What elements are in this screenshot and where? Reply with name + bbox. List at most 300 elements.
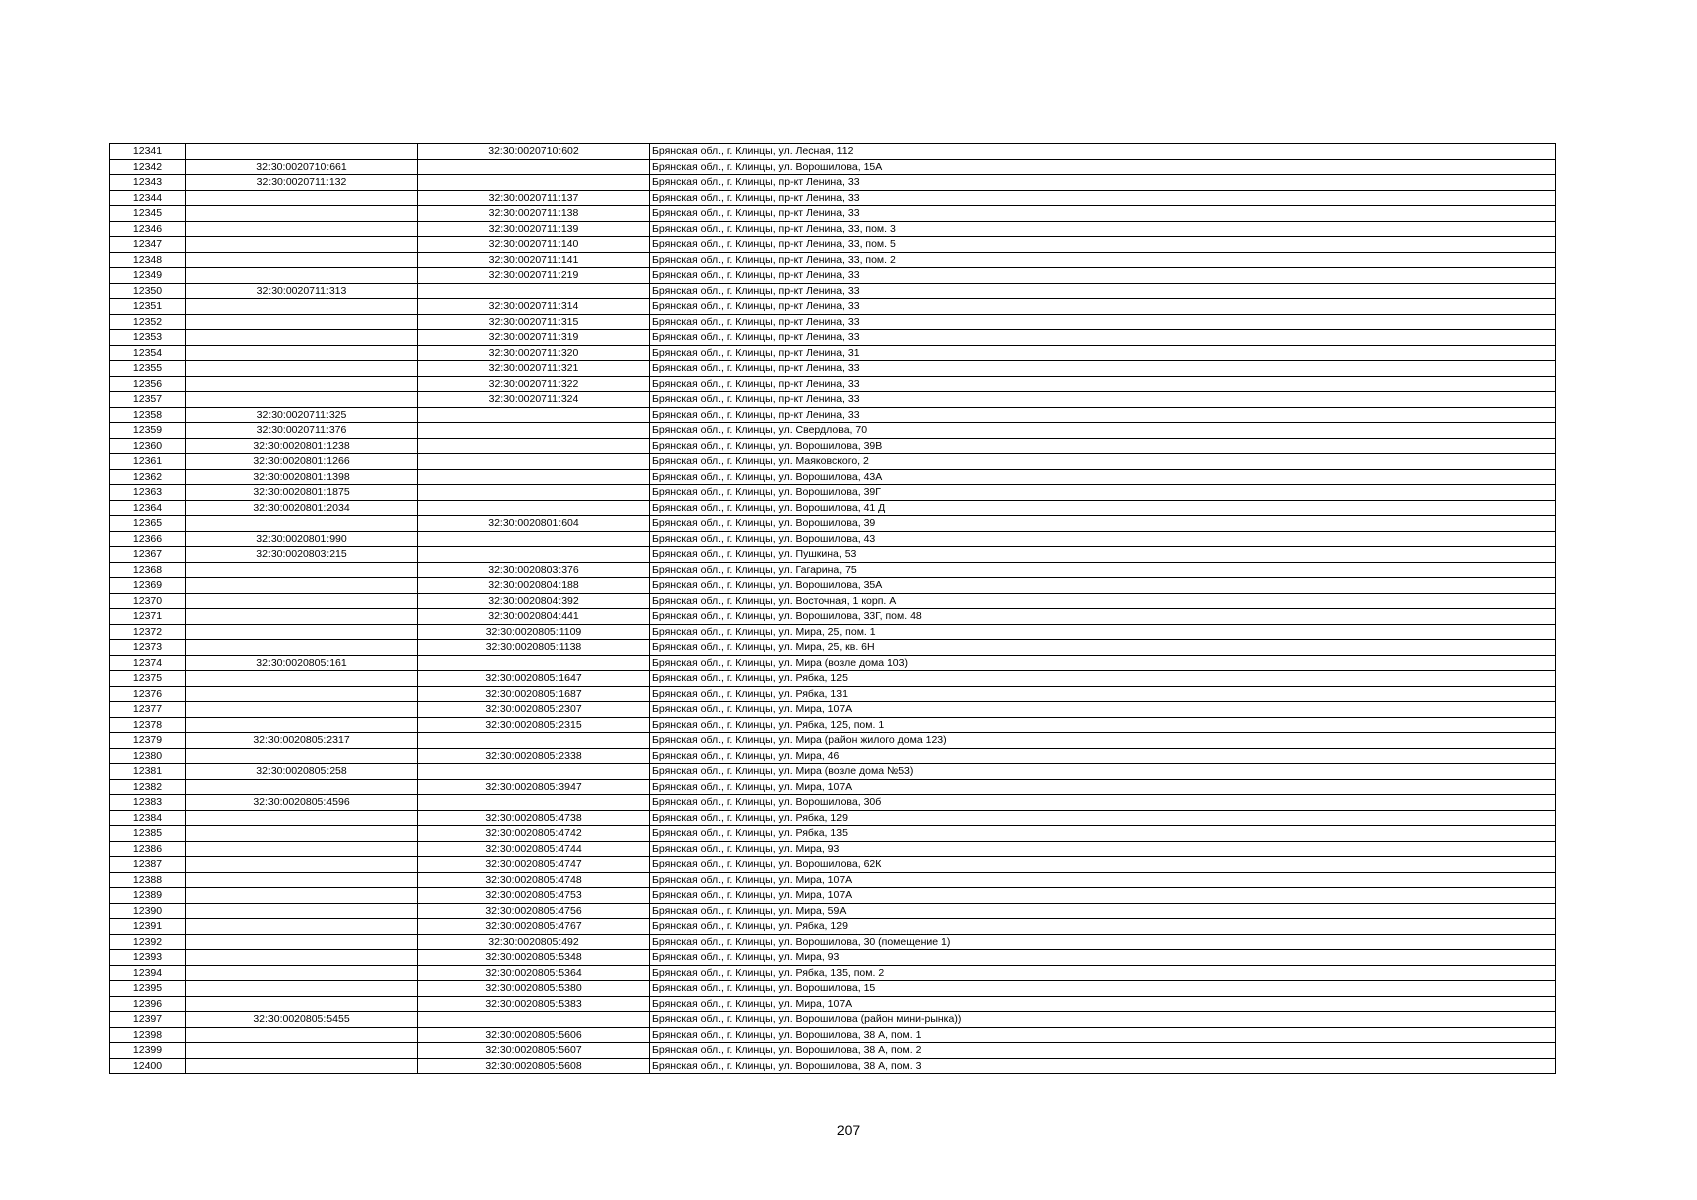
cadastral-number-a-cell: 32:30:0020805:5455 [186,1012,418,1028]
address-cell: Брянская обл., г. Клинцы, ул. Пушкина, 53 [650,547,1556,563]
cadastral-number-b-cell: 32:30:0020711:314 [418,299,650,315]
cadastral-number-b-cell [418,438,650,454]
cadastral-number-b-cell: 32:30:0020805:4753 [418,888,650,904]
table-row [110,159,1556,175]
row-number-cell: 12361 [110,454,186,470]
address-cell: Брянская обл., г. Клинцы, ул. Ворошилова, 33Г, пом. 48 [650,609,1556,625]
row-number-cell: 12379 [110,733,186,749]
cadastral-number-a-cell: 32:30:0020801:1875 [186,485,418,501]
table-row [110,268,1556,284]
row-number-cell: 12383 [110,795,186,811]
address-cell: Брянская обл., г. Клинцы, ул. Ворошилова, 43А [650,469,1556,485]
cadastral-number-a-cell [186,826,418,842]
row-number-cell: 12392 [110,934,186,950]
cadastral-number-a-cell: 32:30:0020805:258 [186,764,418,780]
cadastral-number-a-cell [186,345,418,361]
address-cell: Брянская обл., г. Клинцы, пр-кт Ленина, 33 [650,299,1556,315]
address-cell: Брянская обл., г. Клинцы, ул. Ворошилова, 43 [650,531,1556,547]
address-cell: Брянская обл., г. Клинцы, ул. Мира, 25, пом. 1 [650,624,1556,640]
table-row [110,1043,1556,1059]
cadastral-number-a-cell [186,640,418,656]
row-number-cell: 12374 [110,655,186,671]
cadastral-number-a-cell [186,609,418,625]
row-number-cell: 12354 [110,345,186,361]
address-cell: Брянская обл., г. Клинцы, ул. Ворошилова, 62К [650,857,1556,873]
cadastral-number-a-cell: 32:30:0020711:376 [186,423,418,439]
address-cell: Брянская обл., г. Клинцы, пр-кт Ленина, 31 [650,345,1556,361]
cadastral-number-b-cell: 32:30:0020805:5364 [418,965,650,981]
cadastral-number-b-cell: 32:30:0020805:4742 [418,826,650,842]
cadastral-number-b-cell: 32:30:0020805:5383 [418,996,650,1012]
row-number-cell: 12373 [110,640,186,656]
cadastral-number-b-cell: 32:30:0020804:188 [418,578,650,594]
table-row [110,330,1556,346]
table-row [110,733,1556,749]
table-row [110,500,1556,516]
address-cell: Брянская обл., г. Клинцы, ул. Ворошилова, 30б [650,795,1556,811]
address-cell: Брянская обл., г. Клинцы, ул. Ворошилова, 39 [650,516,1556,532]
cadastral-number-b-cell: 32:30:0020805:4767 [418,919,650,935]
address-cell: Брянская обл., г. Клинцы, ул. Ворошилова, 15А [650,159,1556,175]
table-row [110,888,1556,904]
address-cell: Брянская обл., г. Клинцы, пр-кт Ленина, 33 [650,268,1556,284]
address-cell: Брянская обл., г. Клинцы, ул. Ворошилова, 30 (помещение 1) [650,934,1556,950]
cadastral-number-b-cell: 32:30:0020805:4747 [418,857,650,873]
table-row [110,779,1556,795]
table-row [110,345,1556,361]
table-row [110,981,1556,997]
table-row [110,283,1556,299]
cadastral-number-a-cell [186,748,418,764]
table-row [110,810,1556,826]
table-row [110,950,1556,966]
cadastral-number-a-cell: 32:30:0020801:1266 [186,454,418,470]
row-number-cell: 12365 [110,516,186,532]
cadastral-number-a-cell: 32:30:0020711:325 [186,407,418,423]
row-number-cell: 12375 [110,671,186,687]
address-cell: Брянская обл., г. Клинцы, ул. Восточная, 1 корп. А [650,593,1556,609]
address-cell: Брянская обл., г. Клинцы, ул. Рябка, 125, пом. 1 [650,717,1556,733]
cadastral-number-a-cell: 32:30:0020801:2034 [186,500,418,516]
address-cell: Брянская обл., г. Клинцы, ул. Мира, 107А [650,872,1556,888]
address-cell: Брянская обл., г. Клинцы, ул. Рябка, 135, пом. 2 [650,965,1556,981]
row-number-cell: 12353 [110,330,186,346]
table-row [110,469,1556,485]
table-row [110,144,1556,160]
table-row [110,593,1556,609]
address-cell: Брянская обл., г. Клинцы, ул. Свердлова, 70 [650,423,1556,439]
row-number-cell: 12363 [110,485,186,501]
table-row [110,702,1556,718]
cadastral-number-b-cell [418,407,650,423]
address-cell: Брянская обл., г. Клинцы, ул. Ворошилова, 38 А, пом. 3 [650,1058,1556,1074]
row-number-cell: 12387 [110,857,186,873]
cadastral-number-b-cell: 32:30:0020711:219 [418,268,650,284]
table-row [110,485,1556,501]
address-cell: Брянская обл., г. Клинцы, ул. Ворошилова, 38 А, пом. 2 [650,1043,1556,1059]
row-number-cell: 12391 [110,919,186,935]
address-cell: Брянская обл., г. Клинцы, ул. Рябка, 131 [650,686,1556,702]
table-row [110,655,1556,671]
cadastral-number-b-cell [418,733,650,749]
address-cell: Брянская обл., г. Клинцы, пр-кт Ленина, 33, пом. 3 [650,221,1556,237]
cadastral-number-a-cell: 32:30:0020711:313 [186,283,418,299]
row-number-cell: 12348 [110,252,186,268]
table-row [110,562,1556,578]
cadastral-number-b-cell: 32:30:0020711:320 [418,345,650,361]
address-cell: Брянская обл., г. Клинцы, ул. Ворошилова, 39В [650,438,1556,454]
cadastral-number-b-cell: 32:30:0020711:141 [418,252,650,268]
address-cell: Брянская обл., г. Клинцы, ул. Мира (возле дома №53) [650,764,1556,780]
row-number-cell: 12370 [110,593,186,609]
cadastral-number-b-cell: 32:30:0020805:5606 [418,1027,650,1043]
row-number-cell: 12398 [110,1027,186,1043]
cadastral-number-a-cell: 32:30:0020801:1398 [186,469,418,485]
table-row [110,717,1556,733]
row-number-cell: 12344 [110,190,186,206]
row-number-cell: 12376 [110,686,186,702]
row-number-cell: 12345 [110,206,186,222]
address-cell: Брянская обл., г. Клинцы, пр-кт Ленина, 33 [650,206,1556,222]
cadastral-number-a-cell [186,919,418,935]
address-cell: Брянская обл., г. Клинцы, пр-кт Ленина, 33 [650,392,1556,408]
cadastral-number-b-cell: 32:30:0020801:604 [418,516,650,532]
row-number-cell: 12384 [110,810,186,826]
row-number-cell: 12366 [110,531,186,547]
address-cell: Брянская обл., г. Клинцы, пр-кт Ленина, 33 [650,407,1556,423]
row-number-cell: 12359 [110,423,186,439]
address-cell: Брянская обл., г. Клинцы, ул. Ворошилова, 41 Д [650,500,1556,516]
cadastral-number-b-cell [418,485,650,501]
table-row [110,392,1556,408]
address-cell: Брянская обл., г. Клинцы, ул. Гагарина, 75 [650,562,1556,578]
address-cell: Брянская обл., г. Клинцы, пр-кт Ленина, 33 [650,283,1556,299]
address-cell: Брянская обл., г. Клинцы, ул. Мира, 46 [650,748,1556,764]
cadastral-number-b-cell: 32:30:0020805:5607 [418,1043,650,1059]
address-cell: Брянская обл., г. Клинцы, ул. Мира, 59А [650,903,1556,919]
cadastral-number-a-cell [186,996,418,1012]
row-number-cell: 12380 [110,748,186,764]
address-cell: Брянская обл., г. Клинцы, ул. Мира, 25, кв. 6Н [650,640,1556,656]
cadastral-number-a-cell [186,237,418,253]
table-row [110,407,1556,423]
cadastral-number-a-cell [186,934,418,950]
page-number: 207 [836,1122,861,1138]
table-row [110,826,1556,842]
table-row [110,919,1556,935]
table-row [110,516,1556,532]
address-cell: Брянская обл., г. Клинцы, ул. Маяковского, 2 [650,454,1556,470]
table-row [110,578,1556,594]
cadastral-number-a-cell: 32:30:0020801:990 [186,531,418,547]
table-row [110,640,1556,656]
cadastral-number-a-cell: 32:30:0020805:4596 [186,795,418,811]
row-number-cell: 12364 [110,500,186,516]
table-row [110,965,1556,981]
cadastral-number-a-cell [186,717,418,733]
cadastral-number-a-cell [186,702,418,718]
address-cell: Брянская обл., г. Клинцы, ул. Мира (район жилого дома 123) [650,733,1556,749]
table-row [110,903,1556,919]
cadastral-number-b-cell [418,547,650,563]
cadastral-number-b-cell [418,454,650,470]
address-cell: Брянская обл., г. Клинцы, ул. Ворошилова, 38 А, пом. 1 [650,1027,1556,1043]
cadastral-number-a-cell [186,841,418,857]
table-row [110,175,1556,191]
row-number-cell: 12347 [110,237,186,253]
row-number-cell: 12369 [110,578,186,594]
table-row [110,547,1556,563]
cadastral-number-b-cell: 32:30:0020711:321 [418,361,650,377]
address-cell: Брянская обл., г. Клинцы, ул. Ворошилова, 35А [650,578,1556,594]
row-number-cell: 12372 [110,624,186,640]
address-cell: Брянская обл., г. Клинцы, ул. Мира, 93 [650,950,1556,966]
table-row [110,624,1556,640]
cadastral-number-b-cell: 32:30:0020805:5348 [418,950,650,966]
cadastral-number-a-cell [186,671,418,687]
cadastral-number-b-cell: 32:30:0020805:4756 [418,903,650,919]
cadastral-number-a-cell [186,1058,418,1074]
cadastral-number-a-cell: 32:30:0020801:1238 [186,438,418,454]
cadastral-number-b-cell: 32:30:0020803:376 [418,562,650,578]
cadastral-number-a-cell [186,190,418,206]
cadastral-number-a-cell: 32:30:0020803:215 [186,547,418,563]
cadastral-number-a-cell: 32:30:0020805:2317 [186,733,418,749]
row-number-cell: 12393 [110,950,186,966]
cadastral-number-b-cell [418,159,650,175]
table-row [110,996,1556,1012]
cadastral-number-b-cell [418,764,650,780]
row-number-cell: 12343 [110,175,186,191]
cadastral-number-b-cell: 32:30:0020711:324 [418,392,650,408]
row-number-cell: 12356 [110,376,186,392]
cadastral-number-b-cell: 32:30:0020711:322 [418,376,650,392]
table-row [110,252,1556,268]
row-number-cell: 12397 [110,1012,186,1028]
address-cell: Брянская обл., г. Клинцы, пр-кт Ленина, 33 [650,376,1556,392]
cadastral-number-a-cell [186,810,418,826]
registry-table [109,143,1556,1074]
row-number-cell: 12362 [110,469,186,485]
cadastral-number-b-cell: 32:30:0020805:4748 [418,872,650,888]
cadastral-number-b-cell [418,500,650,516]
cadastral-number-a-cell [186,1043,418,1059]
cadastral-number-a-cell [186,361,418,377]
row-number-cell: 12352 [110,314,186,330]
cadastral-number-a-cell [186,578,418,594]
row-number-cell: 12350 [110,283,186,299]
table-row [110,748,1556,764]
row-number-cell: 12395 [110,981,186,997]
cadastral-number-b-cell: 32:30:0020805:1109 [418,624,650,640]
address-cell: Брянская обл., г. Клинцы, пр-кт Ленина, 33 [650,361,1556,377]
table-row [110,361,1556,377]
cadastral-number-b-cell: 32:30:0020805:3947 [418,779,650,795]
row-number-cell: 12357 [110,392,186,408]
table-row [110,671,1556,687]
table-row [110,221,1556,237]
cadastral-number-a-cell [186,268,418,284]
row-number-cell: 12377 [110,702,186,718]
cadastral-number-b-cell: 32:30:0020711:137 [418,190,650,206]
cadastral-number-b-cell [418,469,650,485]
cadastral-number-b-cell: 32:30:0020711:140 [418,237,650,253]
address-cell: Брянская обл., г. Клинцы, ул. Мира, 93 [650,841,1556,857]
cadastral-number-b-cell [418,175,650,191]
table-row [110,206,1556,222]
table-row [110,1027,1556,1043]
address-cell: Брянская обл., г. Клинцы, ул. Ворошилова (район мини-рынка)) [650,1012,1556,1028]
cadastral-number-b-cell: 32:30:0020805:1647 [418,671,650,687]
cadastral-number-a-cell [186,593,418,609]
table-row [110,795,1556,811]
row-number-cell: 12368 [110,562,186,578]
cadastral-number-a-cell [186,857,418,873]
row-number-cell: 12382 [110,779,186,795]
table-row [110,376,1556,392]
table-row [110,841,1556,857]
cadastral-number-b-cell: 32:30:0020711:319 [418,330,650,346]
address-cell: Брянская обл., г. Клинцы, ул. Лесная, 112 [650,144,1556,160]
cadastral-number-b-cell: 32:30:0020711:315 [418,314,650,330]
row-number-cell: 12371 [110,609,186,625]
row-number-cell: 12394 [110,965,186,981]
cadastral-number-a-cell [186,206,418,222]
cadastral-number-a-cell [186,221,418,237]
cadastral-number-b-cell [418,1012,650,1028]
table-row [110,764,1556,780]
registry-table-body [110,144,1556,1074]
cadastral-number-a-cell [186,252,418,268]
address-cell: Брянская обл., г. Клинцы, ул. Мира, 107А [650,996,1556,1012]
table-row [110,609,1556,625]
table-row [110,423,1556,439]
table-row [110,190,1556,206]
address-cell: Брянская обл., г. Клинцы, ул. Рябка, 125 [650,671,1556,687]
cadastral-number-b-cell: 32:30:0020804:441 [418,609,650,625]
address-cell: Брянская обл., г. Клинцы, ул. Мира (возле дома 103) [650,655,1556,671]
table-row [110,438,1556,454]
address-cell: Брянская обл., г. Клинцы, пр-кт Ленина, 33, пом. 2 [650,252,1556,268]
address-cell: Брянская обл., г. Клинцы, ул. Мира, 107А [650,888,1556,904]
row-number-cell: 12358 [110,407,186,423]
cadastral-number-a-cell [186,516,418,532]
row-number-cell: 12381 [110,764,186,780]
table-row [110,314,1556,330]
row-number-cell: 12388 [110,872,186,888]
cadastral-number-a-cell [186,903,418,919]
row-number-cell: 12346 [110,221,186,237]
row-number-cell: 12400 [110,1058,186,1074]
cadastral-number-b-cell [418,283,650,299]
cadastral-number-b-cell: 32:30:0020805:1687 [418,686,650,702]
cadastral-number-b-cell [418,423,650,439]
table-row [110,1058,1556,1074]
cadastral-number-b-cell: 32:30:0020711:138 [418,206,650,222]
cadastral-number-a-cell: 32:30:0020711:132 [186,175,418,191]
cadastral-number-a-cell [186,981,418,997]
table-row [110,857,1556,873]
cadastral-number-a-cell [186,965,418,981]
address-cell: Брянская обл., г. Клинцы, пр-кт Ленина, 33, пом. 5 [650,237,1556,253]
row-number-cell: 12386 [110,841,186,857]
cadastral-number-b-cell: 32:30:0020804:392 [418,593,650,609]
address-cell: Брянская обл., г. Клинцы, ул. Мира, 107А [650,702,1556,718]
cadastral-number-b-cell: 32:30:0020805:4744 [418,841,650,857]
cadastral-number-b-cell [418,531,650,547]
address-cell: Брянская обл., г. Клинцы, пр-кт Ленина, 33 [650,314,1556,330]
table-row [110,686,1556,702]
table-row [110,934,1556,950]
cadastral-number-b-cell: 32:30:0020805:492 [418,934,650,950]
row-number-cell: 12389 [110,888,186,904]
address-cell: Брянская обл., г. Клинцы, ул. Рябка, 129 [650,810,1556,826]
row-number-cell: 12351 [110,299,186,315]
cadastral-number-b-cell: 32:30:0020805:2315 [418,717,650,733]
cadastral-number-a-cell [186,392,418,408]
address-cell: Брянская обл., г. Клинцы, пр-кт Ленина, 33 [650,330,1556,346]
cadastral-number-a-cell [186,144,418,160]
row-number-cell: 12367 [110,547,186,563]
cadastral-number-b-cell: 32:30:0020805:1138 [418,640,650,656]
cadastral-number-b-cell: 32:30:0020711:139 [418,221,650,237]
cadastral-number-b-cell [418,795,650,811]
table-row [110,454,1556,470]
cadastral-number-a-cell [186,686,418,702]
table-row [110,237,1556,253]
cadastral-number-a-cell [186,779,418,795]
cadastral-number-a-cell [186,624,418,640]
cadastral-number-a-cell [186,376,418,392]
table-row [110,1012,1556,1028]
cadastral-number-a-cell [186,330,418,346]
address-cell: Брянская обл., г. Клинцы, пр-кт Ленина, 33 [650,190,1556,206]
cadastral-number-a-cell [186,1027,418,1043]
row-number-cell: 12360 [110,438,186,454]
cadastral-number-b-cell: 32:30:0020805:4738 [418,810,650,826]
cadastral-number-b-cell: 32:30:0020710:602 [418,144,650,160]
row-number-cell: 12385 [110,826,186,842]
address-cell: Брянская обл., г. Клинцы, ул. Ворошилова, 15 [650,981,1556,997]
cadastral-number-b-cell: 32:30:0020805:2307 [418,702,650,718]
cadastral-number-a-cell: 32:30:0020805:161 [186,655,418,671]
address-cell: Брянская обл., г. Клинцы, ул. Рябка, 135 [650,826,1556,842]
cadastral-number-a-cell [186,299,418,315]
cadastral-number-a-cell [186,888,418,904]
cadastral-number-b-cell: 32:30:0020805:2338 [418,748,650,764]
address-cell: Брянская обл., г. Клинцы, ул. Мира, 107А [650,779,1556,795]
address-cell: Брянская обл., г. Клинцы, ул. Рябка, 129 [650,919,1556,935]
cadastral-number-a-cell [186,872,418,888]
table-row [110,531,1556,547]
address-cell: Брянская обл., г. Клинцы, ул. Ворошилова, 39Г [650,485,1556,501]
table-row [110,299,1556,315]
row-number-cell: 12342 [110,159,186,175]
cadastral-number-b-cell: 32:30:0020805:5380 [418,981,650,997]
cadastral-number-a-cell: 32:30:0020710:661 [186,159,418,175]
cadastral-number-a-cell [186,562,418,578]
row-number-cell: 12399 [110,1043,186,1059]
cadastral-number-a-cell [186,950,418,966]
row-number-cell: 12396 [110,996,186,1012]
cadastral-number-a-cell [186,314,418,330]
row-number-cell: 12349 [110,268,186,284]
row-number-cell: 12378 [110,717,186,733]
cadastral-number-b-cell [418,655,650,671]
table-row [110,872,1556,888]
row-number-cell: 12341 [110,144,186,160]
row-number-cell: 12390 [110,903,186,919]
